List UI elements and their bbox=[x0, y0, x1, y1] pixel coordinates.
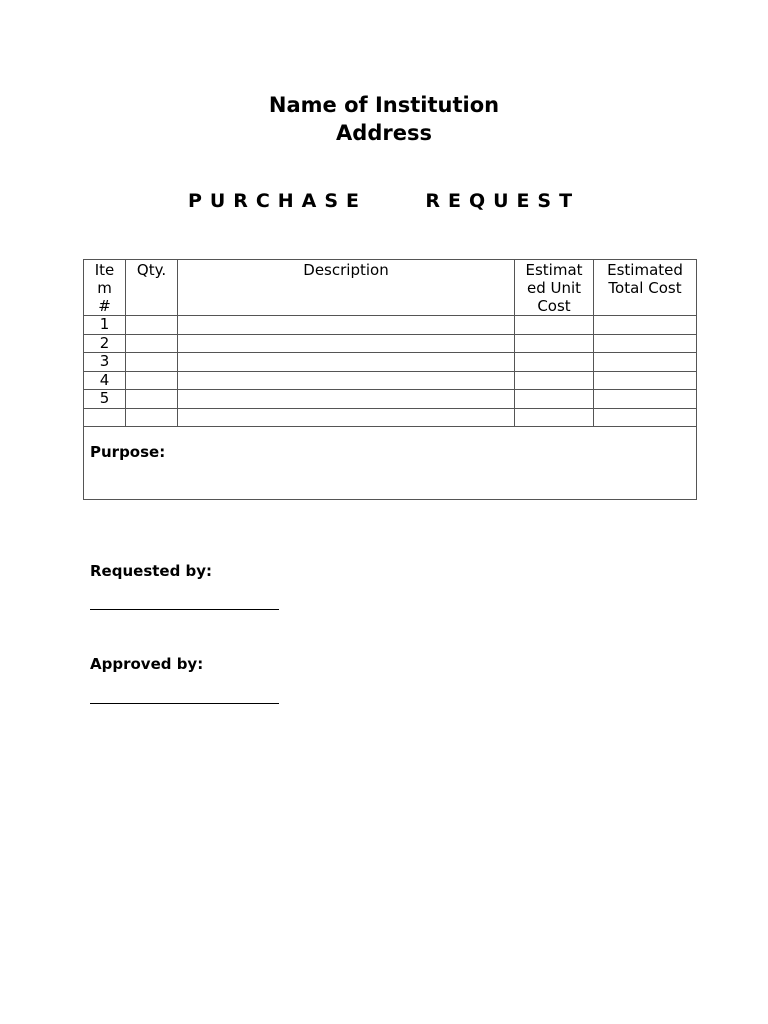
total-cost-cell[interactable] bbox=[594, 408, 697, 427]
approved-by-label: Approved by: bbox=[90, 655, 204, 673]
table-row bbox=[84, 371, 697, 390]
table-header-row bbox=[84, 260, 697, 316]
institution-name: Name of Institution bbox=[268, 93, 500, 117]
item-number-cell: 3 bbox=[84, 353, 126, 372]
item-number-cell: 5 bbox=[84, 390, 126, 409]
column-header-total-cost: Estimated Total Cost bbox=[594, 260, 697, 316]
unit-cost-cell[interactable] bbox=[515, 371, 594, 390]
table-row bbox=[84, 353, 697, 372]
total-cost-cell[interactable] bbox=[594, 390, 697, 409]
table-row bbox=[84, 316, 697, 335]
unit-cost-cell[interactable] bbox=[515, 408, 594, 427]
purpose-row bbox=[84, 427, 697, 500]
column-header-item-number: Ite m # bbox=[84, 260, 126, 316]
total-cost-cell[interactable] bbox=[594, 316, 697, 335]
description-cell[interactable] bbox=[178, 390, 515, 409]
form-header bbox=[0, 91, 768, 147]
requested-by-signature-line[interactable] bbox=[90, 609, 279, 610]
description-cell[interactable] bbox=[178, 371, 515, 390]
unit-cost-cell[interactable] bbox=[515, 334, 594, 353]
item-number-cell: 1 bbox=[84, 316, 126, 335]
unit-cost-cell[interactable] bbox=[515, 316, 594, 335]
column-header-unit-cost: Estimat ed Unit Cost bbox=[515, 260, 594, 316]
quantity-cell[interactable] bbox=[126, 334, 178, 353]
purpose-label: Purpose: bbox=[90, 443, 166, 461]
form-title: PURCHASE REQUEST bbox=[187, 190, 581, 212]
item-number-cell: 4 bbox=[84, 371, 126, 390]
table-row bbox=[84, 334, 697, 353]
description-cell[interactable] bbox=[178, 334, 515, 353]
column-header-quantity: Qty. bbox=[126, 260, 178, 316]
purchase-request-table bbox=[83, 259, 697, 500]
item-number-cell bbox=[84, 408, 126, 427]
description-cell[interactable] bbox=[178, 316, 515, 335]
quantity-cell[interactable] bbox=[126, 390, 178, 409]
quantity-cell[interactable] bbox=[126, 371, 178, 390]
quantity-cell[interactable] bbox=[126, 408, 178, 427]
description-cell[interactable] bbox=[178, 353, 515, 372]
unit-cost-cell[interactable] bbox=[515, 390, 594, 409]
quantity-cell[interactable] bbox=[126, 316, 178, 335]
table-row bbox=[84, 390, 697, 409]
table-row bbox=[84, 408, 697, 427]
total-cost-cell[interactable] bbox=[594, 371, 697, 390]
institution-address: Address bbox=[336, 121, 432, 145]
quantity-cell[interactable] bbox=[126, 353, 178, 372]
total-cost-cell[interactable] bbox=[594, 353, 697, 372]
total-cost-cell[interactable] bbox=[594, 334, 697, 353]
purpose-field[interactable] bbox=[84, 427, 697, 500]
column-header-description: Description bbox=[178, 260, 515, 316]
unit-cost-cell[interactable] bbox=[515, 353, 594, 372]
requested-by-label: Requested by: bbox=[90, 562, 213, 580]
approved-by-signature-line[interactable] bbox=[90, 703, 279, 704]
description-cell[interactable] bbox=[178, 408, 515, 427]
item-number-cell: 2 bbox=[84, 334, 126, 353]
